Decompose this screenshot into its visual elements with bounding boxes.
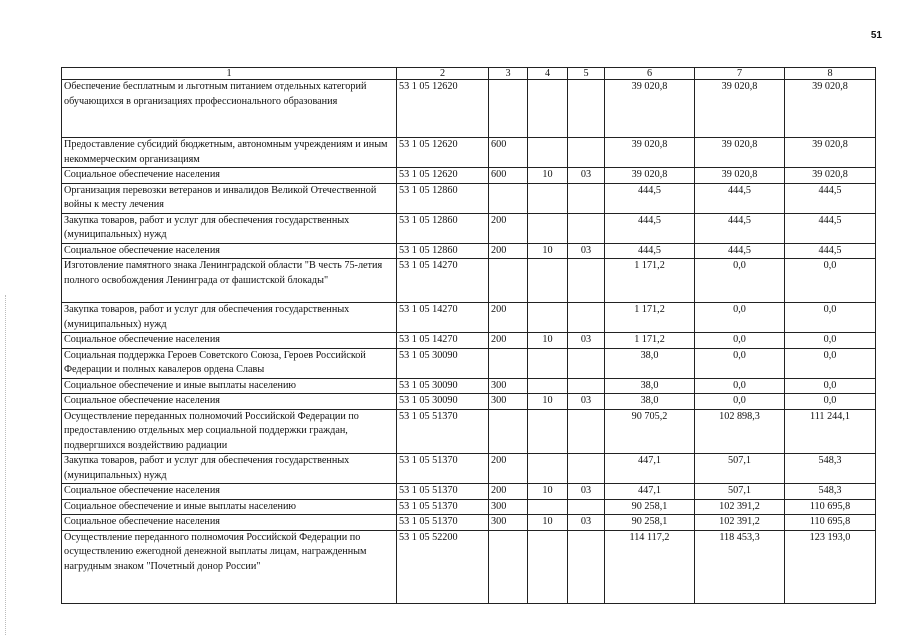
row-section-cell xyxy=(528,183,568,213)
row-value-6-cell: 444,5 xyxy=(605,213,695,243)
row-value-6-cell: 1 171,2 xyxy=(605,259,695,303)
row-value-8-cell: 39 020,8 xyxy=(785,168,876,184)
row-subsection-cell xyxy=(568,138,605,168)
row-section-cell xyxy=(528,259,568,303)
row-name-cell: Социальное обеспечение населения xyxy=(62,168,397,184)
row-vr-cell: 300 xyxy=(489,515,528,531)
header-cell-7: 7 xyxy=(695,68,785,80)
row-code-cell: 53 1 05 52200 xyxy=(397,530,489,603)
scan-margin-line xyxy=(5,295,7,635)
row-code-cell: 53 1 05 30090 xyxy=(397,378,489,394)
row-section-cell: 10 xyxy=(528,168,568,184)
table-row xyxy=(62,243,876,259)
table-row xyxy=(62,499,876,515)
row-subsection-cell xyxy=(568,259,605,303)
row-subsection-cell xyxy=(568,409,605,454)
row-section-cell xyxy=(528,138,568,168)
row-vr-cell xyxy=(489,530,528,603)
row-value-7-cell: 102 391,2 xyxy=(695,515,785,531)
row-value-7-cell: 102 391,2 xyxy=(695,499,785,515)
row-section-cell xyxy=(528,530,568,603)
row-code-cell: 53 1 05 14270 xyxy=(397,333,489,349)
row-value-7-cell: 0,0 xyxy=(695,378,785,394)
row-subsection-cell: 03 xyxy=(568,168,605,184)
row-name-cell: Социальная поддержка Героев Советского Союза, Героев Российской Федерации и полных кавалеров ордена Славы xyxy=(62,348,397,378)
row-section-cell xyxy=(528,348,568,378)
row-code-cell: 53 1 05 51370 xyxy=(397,499,489,515)
row-section-cell: 10 xyxy=(528,484,568,500)
row-vr-cell: 200 xyxy=(489,243,528,259)
table-row xyxy=(62,409,876,454)
row-subsection-cell xyxy=(568,183,605,213)
row-subsection-cell xyxy=(568,213,605,243)
row-value-8-cell: 444,5 xyxy=(785,243,876,259)
row-name-cell: Организация перевозки ветеранов и инвалидов Великой Отечественной войны к месту лечения xyxy=(62,183,397,213)
table-row xyxy=(62,484,876,500)
row-value-8-cell: 0,0 xyxy=(785,303,876,333)
row-value-7-cell: 0,0 xyxy=(695,259,785,303)
row-vr-cell: 300 xyxy=(489,499,528,515)
row-name-cell: Социальное обеспечение и иные выплаты населению xyxy=(62,378,397,394)
row-vr-cell xyxy=(489,80,528,138)
row-code-cell: 53 1 05 12860 xyxy=(397,213,489,243)
row-section-cell xyxy=(528,303,568,333)
row-code-cell: 53 1 05 14270 xyxy=(397,259,489,303)
row-value-8-cell: 0,0 xyxy=(785,378,876,394)
row-code-cell: 53 1 05 30090 xyxy=(397,348,489,378)
row-value-8-cell: 444,5 xyxy=(785,183,876,213)
row-value-8-cell: 0,0 xyxy=(785,259,876,303)
row-value-6-cell: 1 171,2 xyxy=(605,333,695,349)
row-section-cell: 10 xyxy=(528,333,568,349)
row-value-6-cell: 90 258,1 xyxy=(605,515,695,531)
row-value-8-cell: 110 695,8 xyxy=(785,515,876,531)
row-value-7-cell: 118 453,3 xyxy=(695,530,785,603)
row-subsection-cell xyxy=(568,80,605,138)
row-value-6-cell: 1 171,2 xyxy=(605,303,695,333)
row-name-cell: Социальное обеспечение населения xyxy=(62,243,397,259)
row-name-cell: Социальное обеспечение населения xyxy=(62,394,397,410)
row-name-cell: Изготовление памятного знака Ленинградской области "В честь 75-летия полного освобождения Ленинграда от фашистской блокады" xyxy=(62,259,397,303)
row-vr-cell xyxy=(489,348,528,378)
row-value-7-cell: 0,0 xyxy=(695,333,785,349)
row-name-cell: Социальное обеспечение и иные выплаты населению xyxy=(62,499,397,515)
row-value-7-cell: 39 020,8 xyxy=(695,168,785,184)
row-name-cell: Закупка товаров, работ и услуг для обеспечения государственных (муниципальных) нужд xyxy=(62,303,397,333)
header-cell-2: 2 xyxy=(397,68,489,80)
row-value-8-cell: 0,0 xyxy=(785,333,876,349)
row-value-6-cell: 39 020,8 xyxy=(605,80,695,138)
table-row xyxy=(62,183,876,213)
row-section-cell xyxy=(528,409,568,454)
row-subsection-cell xyxy=(568,499,605,515)
header-cell-4: 4 xyxy=(528,68,568,80)
header-cell-6: 6 xyxy=(605,68,695,80)
row-subsection-cell: 03 xyxy=(568,394,605,410)
row-section-cell: 10 xyxy=(528,515,568,531)
row-value-6-cell: 90 705,2 xyxy=(605,409,695,454)
row-section-cell xyxy=(528,499,568,515)
row-value-7-cell: 507,1 xyxy=(695,484,785,500)
row-section-cell: 10 xyxy=(528,243,568,259)
row-vr-cell: 200 xyxy=(489,484,528,500)
row-value-7-cell: 444,5 xyxy=(695,183,785,213)
row-name-cell: Социальное обеспечение населения xyxy=(62,484,397,500)
table-row xyxy=(62,348,876,378)
row-vr-cell: 600 xyxy=(489,168,528,184)
row-name-cell: Социальное обеспечение населения xyxy=(62,515,397,531)
header-row xyxy=(62,68,876,80)
row-value-7-cell: 39 020,8 xyxy=(695,138,785,168)
row-value-7-cell: 102 898,3 xyxy=(695,409,785,454)
row-name-cell: Осуществление переданного полномочия Российской Федерации по осуществлению ежегодной денежной выплаты лицам, награжденным нагрудным знаком "Почетный донор России" xyxy=(62,530,397,603)
row-value-8-cell: 110 695,8 xyxy=(785,499,876,515)
table-row xyxy=(62,213,876,243)
row-subsection-cell: 03 xyxy=(568,243,605,259)
row-code-cell: 53 1 05 51370 xyxy=(397,454,489,484)
row-value-7-cell: 39 020,8 xyxy=(695,80,785,138)
row-value-8-cell: 111 244,1 xyxy=(785,409,876,454)
row-value-8-cell: 39 020,8 xyxy=(785,138,876,168)
row-code-cell: 53 1 05 30090 xyxy=(397,394,489,410)
row-name-cell: Обеспечение бесплатным и льготным питанием отдельных категорий обучающихся в организациях профессионального образования xyxy=(62,80,397,138)
row-value-6-cell: 38,0 xyxy=(605,378,695,394)
row-value-6-cell: 38,0 xyxy=(605,394,695,410)
row-subsection-cell: 03 xyxy=(568,515,605,531)
row-name-cell: Предоставление субсидий бюджетным, автономным учреждениям и иным некоммерческим организациям xyxy=(62,138,397,168)
row-section-cell xyxy=(528,378,568,394)
row-value-7-cell: 0,0 xyxy=(695,394,785,410)
row-value-7-cell: 0,0 xyxy=(695,303,785,333)
row-name-cell: Социальное обеспечение населения xyxy=(62,333,397,349)
row-subsection-cell xyxy=(568,378,605,394)
row-subsection-cell xyxy=(568,303,605,333)
row-vr-cell: 300 xyxy=(489,394,528,410)
budget-table xyxy=(61,67,876,604)
table-row xyxy=(62,378,876,394)
row-section-cell xyxy=(528,213,568,243)
row-subsection-cell xyxy=(568,454,605,484)
row-name-cell: Закупка товаров, работ и услуг для обеспечения государственных (муниципальных) нужд xyxy=(62,454,397,484)
row-value-6-cell: 38,0 xyxy=(605,348,695,378)
row-name-cell: Закупка товаров, работ и услуг для обеспечения государственных (муниципальных) нужд xyxy=(62,213,397,243)
row-value-7-cell: 444,5 xyxy=(695,243,785,259)
row-code-cell: 53 1 05 12620 xyxy=(397,138,489,168)
table-body xyxy=(62,80,876,604)
row-code-cell: 53 1 05 51370 xyxy=(397,515,489,531)
row-vr-cell xyxy=(489,409,528,454)
row-value-8-cell: 0,0 xyxy=(785,394,876,410)
row-value-7-cell: 0,0 xyxy=(695,348,785,378)
row-value-6-cell: 444,5 xyxy=(605,243,695,259)
header-cell-1: 1 xyxy=(62,68,397,80)
table-row xyxy=(62,259,876,303)
row-value-6-cell: 39 020,8 xyxy=(605,138,695,168)
row-name-cell: Осуществление переданных полномочий Российской Федерации по предоставлению отдельных мер социальной поддержки граждан, подвергшихся воздействию радиации xyxy=(62,409,397,454)
row-vr-cell: 200 xyxy=(489,303,528,333)
row-vr-cell: 200 xyxy=(489,213,528,243)
row-subsection-cell xyxy=(568,530,605,603)
header-cell-3: 3 xyxy=(489,68,528,80)
row-vr-cell xyxy=(489,183,528,213)
row-section-cell xyxy=(528,80,568,138)
row-code-cell: 53 1 05 12620 xyxy=(397,168,489,184)
table-row xyxy=(62,333,876,349)
row-subsection-cell xyxy=(568,348,605,378)
table-row xyxy=(62,80,876,138)
table-row xyxy=(62,515,876,531)
row-vr-cell xyxy=(489,259,528,303)
row-code-cell: 53 1 05 12860 xyxy=(397,183,489,213)
row-code-cell: 53 1 05 51370 xyxy=(397,409,489,454)
table-row xyxy=(62,138,876,168)
row-vr-cell: 200 xyxy=(489,454,528,484)
table-row xyxy=(62,303,876,333)
table-row xyxy=(62,454,876,484)
header-cell-8: 8 xyxy=(785,68,876,80)
row-value-7-cell: 507,1 xyxy=(695,454,785,484)
row-value-6-cell: 447,1 xyxy=(605,454,695,484)
row-vr-cell: 600 xyxy=(489,138,528,168)
row-subsection-cell: 03 xyxy=(568,484,605,500)
row-value-8-cell: 39 020,8 xyxy=(785,80,876,138)
row-section-cell: 10 xyxy=(528,394,568,410)
row-value-8-cell: 123 193,0 xyxy=(785,530,876,603)
row-value-8-cell: 548,3 xyxy=(785,484,876,500)
table-row xyxy=(62,530,876,603)
table-row xyxy=(62,394,876,410)
row-value-7-cell: 444,5 xyxy=(695,213,785,243)
row-value-8-cell: 444,5 xyxy=(785,213,876,243)
row-code-cell: 53 1 05 12860 xyxy=(397,243,489,259)
row-code-cell: 53 1 05 14270 xyxy=(397,303,489,333)
row-value-8-cell: 548,3 xyxy=(785,454,876,484)
row-code-cell: 53 1 05 51370 xyxy=(397,484,489,500)
row-code-cell: 53 1 05 12620 xyxy=(397,80,489,138)
row-vr-cell: 300 xyxy=(489,378,528,394)
header-cell-5: 5 xyxy=(568,68,605,80)
row-subsection-cell: 03 xyxy=(568,333,605,349)
row-value-6-cell: 444,5 xyxy=(605,183,695,213)
row-vr-cell: 200 xyxy=(489,333,528,349)
row-value-8-cell: 0,0 xyxy=(785,348,876,378)
row-section-cell xyxy=(528,454,568,484)
row-value-6-cell: 39 020,8 xyxy=(605,168,695,184)
row-value-6-cell: 90 258,1 xyxy=(605,499,695,515)
table-row xyxy=(62,168,876,184)
row-value-6-cell: 447,1 xyxy=(605,484,695,500)
page-number: 51 xyxy=(870,30,882,41)
row-value-6-cell: 114 117,2 xyxy=(605,530,695,603)
